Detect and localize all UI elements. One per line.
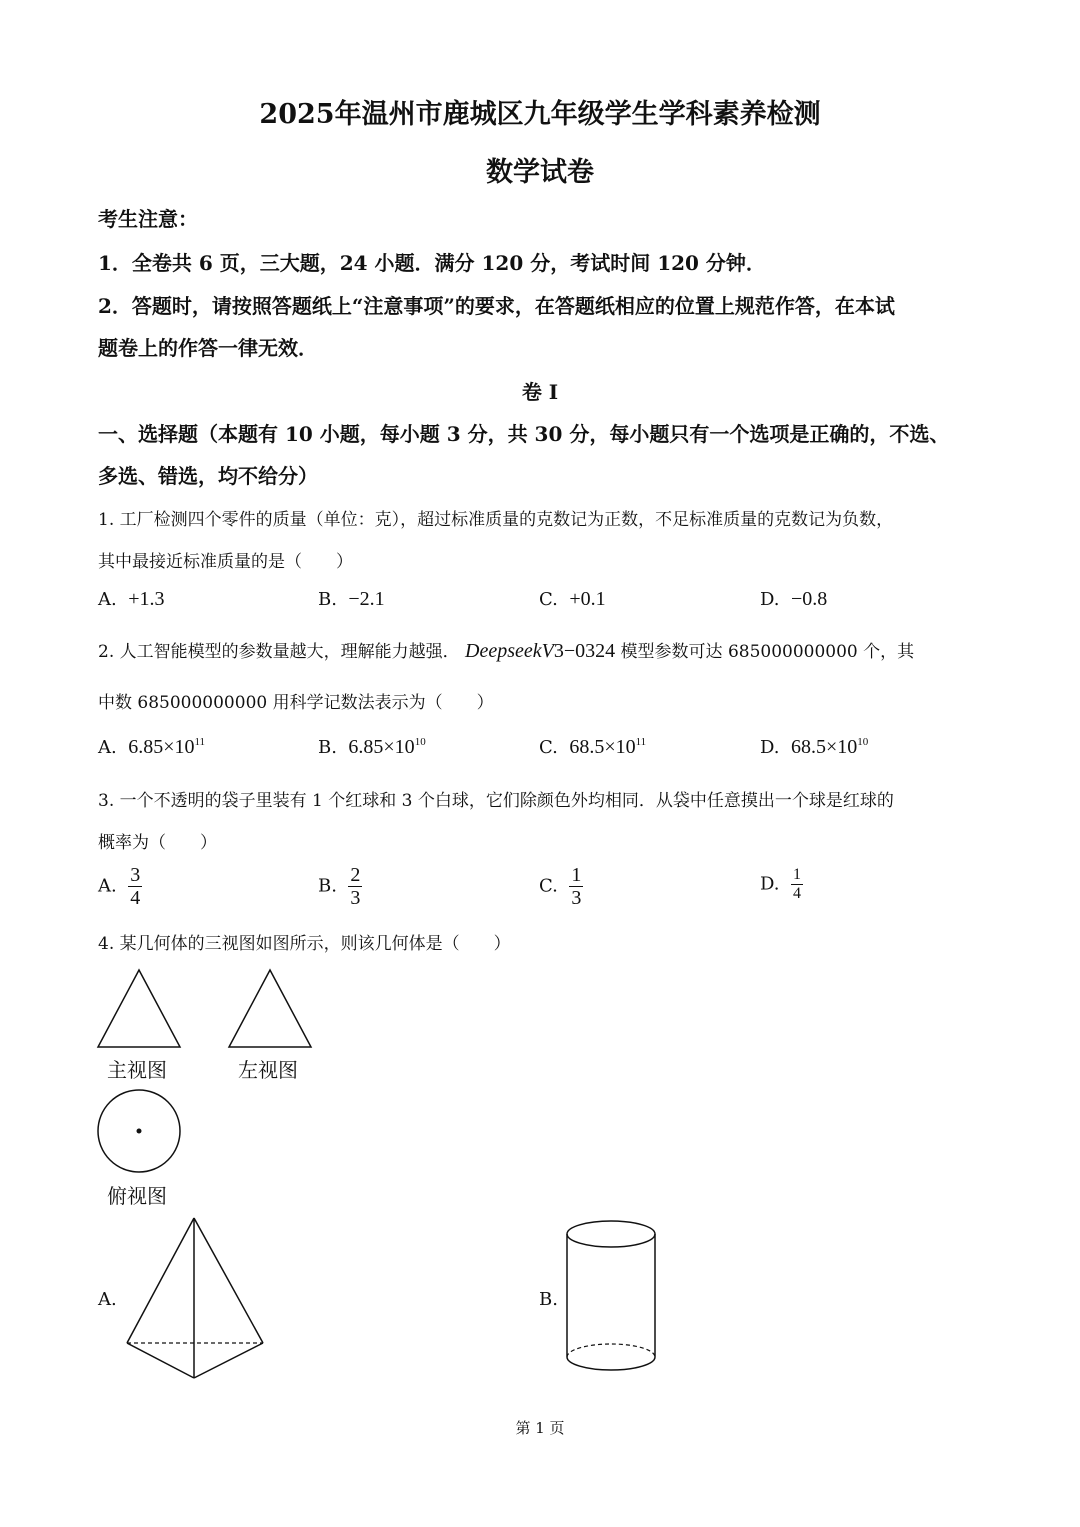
numerator: 2 xyxy=(350,864,361,886)
question-2-option-c xyxy=(539,736,646,759)
page-number: 第 1 页 xyxy=(515,1419,565,1437)
option-base: 68.5×10 xyxy=(569,736,636,758)
option-value: −0.8 xyxy=(790,588,828,610)
question-2-text-b: 模型参数可达 685000000000 个，其 xyxy=(620,642,915,662)
fraction xyxy=(569,864,583,909)
notice-item-2-line-2: 题卷上的作答一律无效． xyxy=(98,336,318,360)
option-letter: A. xyxy=(98,589,117,610)
option-exponent: 10 xyxy=(857,736,869,748)
question-2-option-b xyxy=(318,736,426,759)
front-view-figure xyxy=(97,969,181,1049)
notice-item-1: 1．全卷共 6 页，三大题，24 小题．满分 120 分，考试时间 120 分钟． xyxy=(98,251,766,275)
triangular-pyramid-figure xyxy=(125,1216,265,1382)
question-1-option-c xyxy=(539,588,606,611)
numerator: 3 xyxy=(130,864,141,886)
question-4-option-a-letter: A. xyxy=(98,1289,117,1310)
question-2-option-a xyxy=(98,736,205,759)
question-3-option-c xyxy=(539,864,583,909)
denominator: 4 xyxy=(792,885,801,902)
option-letter: A. xyxy=(98,737,117,758)
exam-title: 2025年温州市鹿城区九年级学生学科素养检测 xyxy=(259,99,821,130)
option-base: 68.5×10 xyxy=(790,736,858,758)
option-exponent: 11 xyxy=(194,736,206,748)
question-2-line-2: 中数 685000000000 用科学记数法表示为（ ） xyxy=(98,693,494,713)
section-heading-line-1: 一、选择题（本题有 10 小题，每小题 3 分，共 30 分，每小题只有一个选项是正确的，不选、 xyxy=(98,422,950,446)
volume-label: 卷 I xyxy=(521,380,559,404)
question-2-option-d xyxy=(760,736,868,759)
question-1-option-b xyxy=(318,588,385,611)
model-version: 3−0324 xyxy=(553,640,616,662)
numerator: 1 xyxy=(571,864,582,886)
side-view-figure xyxy=(228,969,312,1049)
question-1-option-d xyxy=(760,588,827,611)
option-value: +1.3 xyxy=(128,588,165,610)
option-letter: D. xyxy=(760,737,780,758)
option-base: 6.85×10 xyxy=(348,736,415,758)
top-view-label: 俯视图 xyxy=(107,1184,167,1208)
top-view-figure xyxy=(96,1089,182,1175)
question-2-line-1 xyxy=(98,637,914,663)
fraction xyxy=(128,864,142,909)
notice-item-2-line-1: 2．答题时，请按照答题纸上“注意事项”的要求，在答题纸相应的位置上规范作答，在本试 xyxy=(98,294,895,318)
question-1-line-2: 其中最接近标准质量的是（ ） xyxy=(98,552,353,572)
denominator: 3 xyxy=(571,887,582,909)
option-value xyxy=(128,736,205,758)
numerator: 1 xyxy=(792,866,801,883)
side-view-label: 左视图 xyxy=(238,1058,298,1082)
option-value: +0.1 xyxy=(569,588,606,610)
exam-subtitle: 数学试卷 xyxy=(486,157,594,188)
option-value xyxy=(569,736,646,758)
question-1-option-a xyxy=(98,588,164,611)
denominator: 3 xyxy=(350,887,361,909)
question-2-text-a: 2. 人工智能模型的参数量越大，理解能力越强． xyxy=(98,642,460,662)
front-view-label: 主视图 xyxy=(107,1058,167,1082)
option-letter: B. xyxy=(318,875,337,897)
model-name: DeepseekV xyxy=(465,640,554,662)
option-letter: A. xyxy=(98,875,117,897)
option-letter: D. xyxy=(760,873,780,895)
option-letter: C. xyxy=(539,589,558,610)
option-letter: C. xyxy=(539,737,558,758)
fraction xyxy=(791,866,803,903)
question-3-option-a xyxy=(98,864,142,909)
option-letter: D. xyxy=(760,589,780,610)
question-4-line-1: 4. 某几何体的三视图如图所示，则该几何体是（ ） xyxy=(98,934,511,954)
question-4-option-b-letter: B. xyxy=(539,1289,558,1310)
denominator: 4 xyxy=(130,887,141,909)
option-value xyxy=(348,736,425,758)
question-3-option-b xyxy=(318,864,362,909)
question-3-line-1: 3. 一个不透明的袋子里装有 1 个红球和 3 个白球，它们除颜色外均相同．从袋中任意摸出一个球是红球的 xyxy=(98,791,894,811)
question-1-line-1: 1. 工厂检测四个零件的质量（单位：克），超过标准质量的克数记为正数，不足标准质量的克数记为负数， xyxy=(98,510,894,530)
fraction xyxy=(348,864,362,909)
question-3-option-d xyxy=(760,866,803,903)
question-3-line-2: 概率为（ ） xyxy=(98,833,217,853)
cylinder-figure xyxy=(565,1220,659,1376)
option-value: −2.1 xyxy=(348,588,385,610)
notice-heading: 考生注意： xyxy=(98,207,198,231)
option-exponent: 10 xyxy=(414,736,426,748)
option-value xyxy=(791,736,868,758)
option-exponent: 11 xyxy=(635,736,647,748)
section-heading-line-2: 多选、错选，均不给分） xyxy=(98,464,318,488)
option-letter: C. xyxy=(539,875,558,897)
option-letter: B. xyxy=(318,589,337,610)
option-letter: B. xyxy=(318,737,337,758)
option-base: 6.85×10 xyxy=(128,736,195,758)
